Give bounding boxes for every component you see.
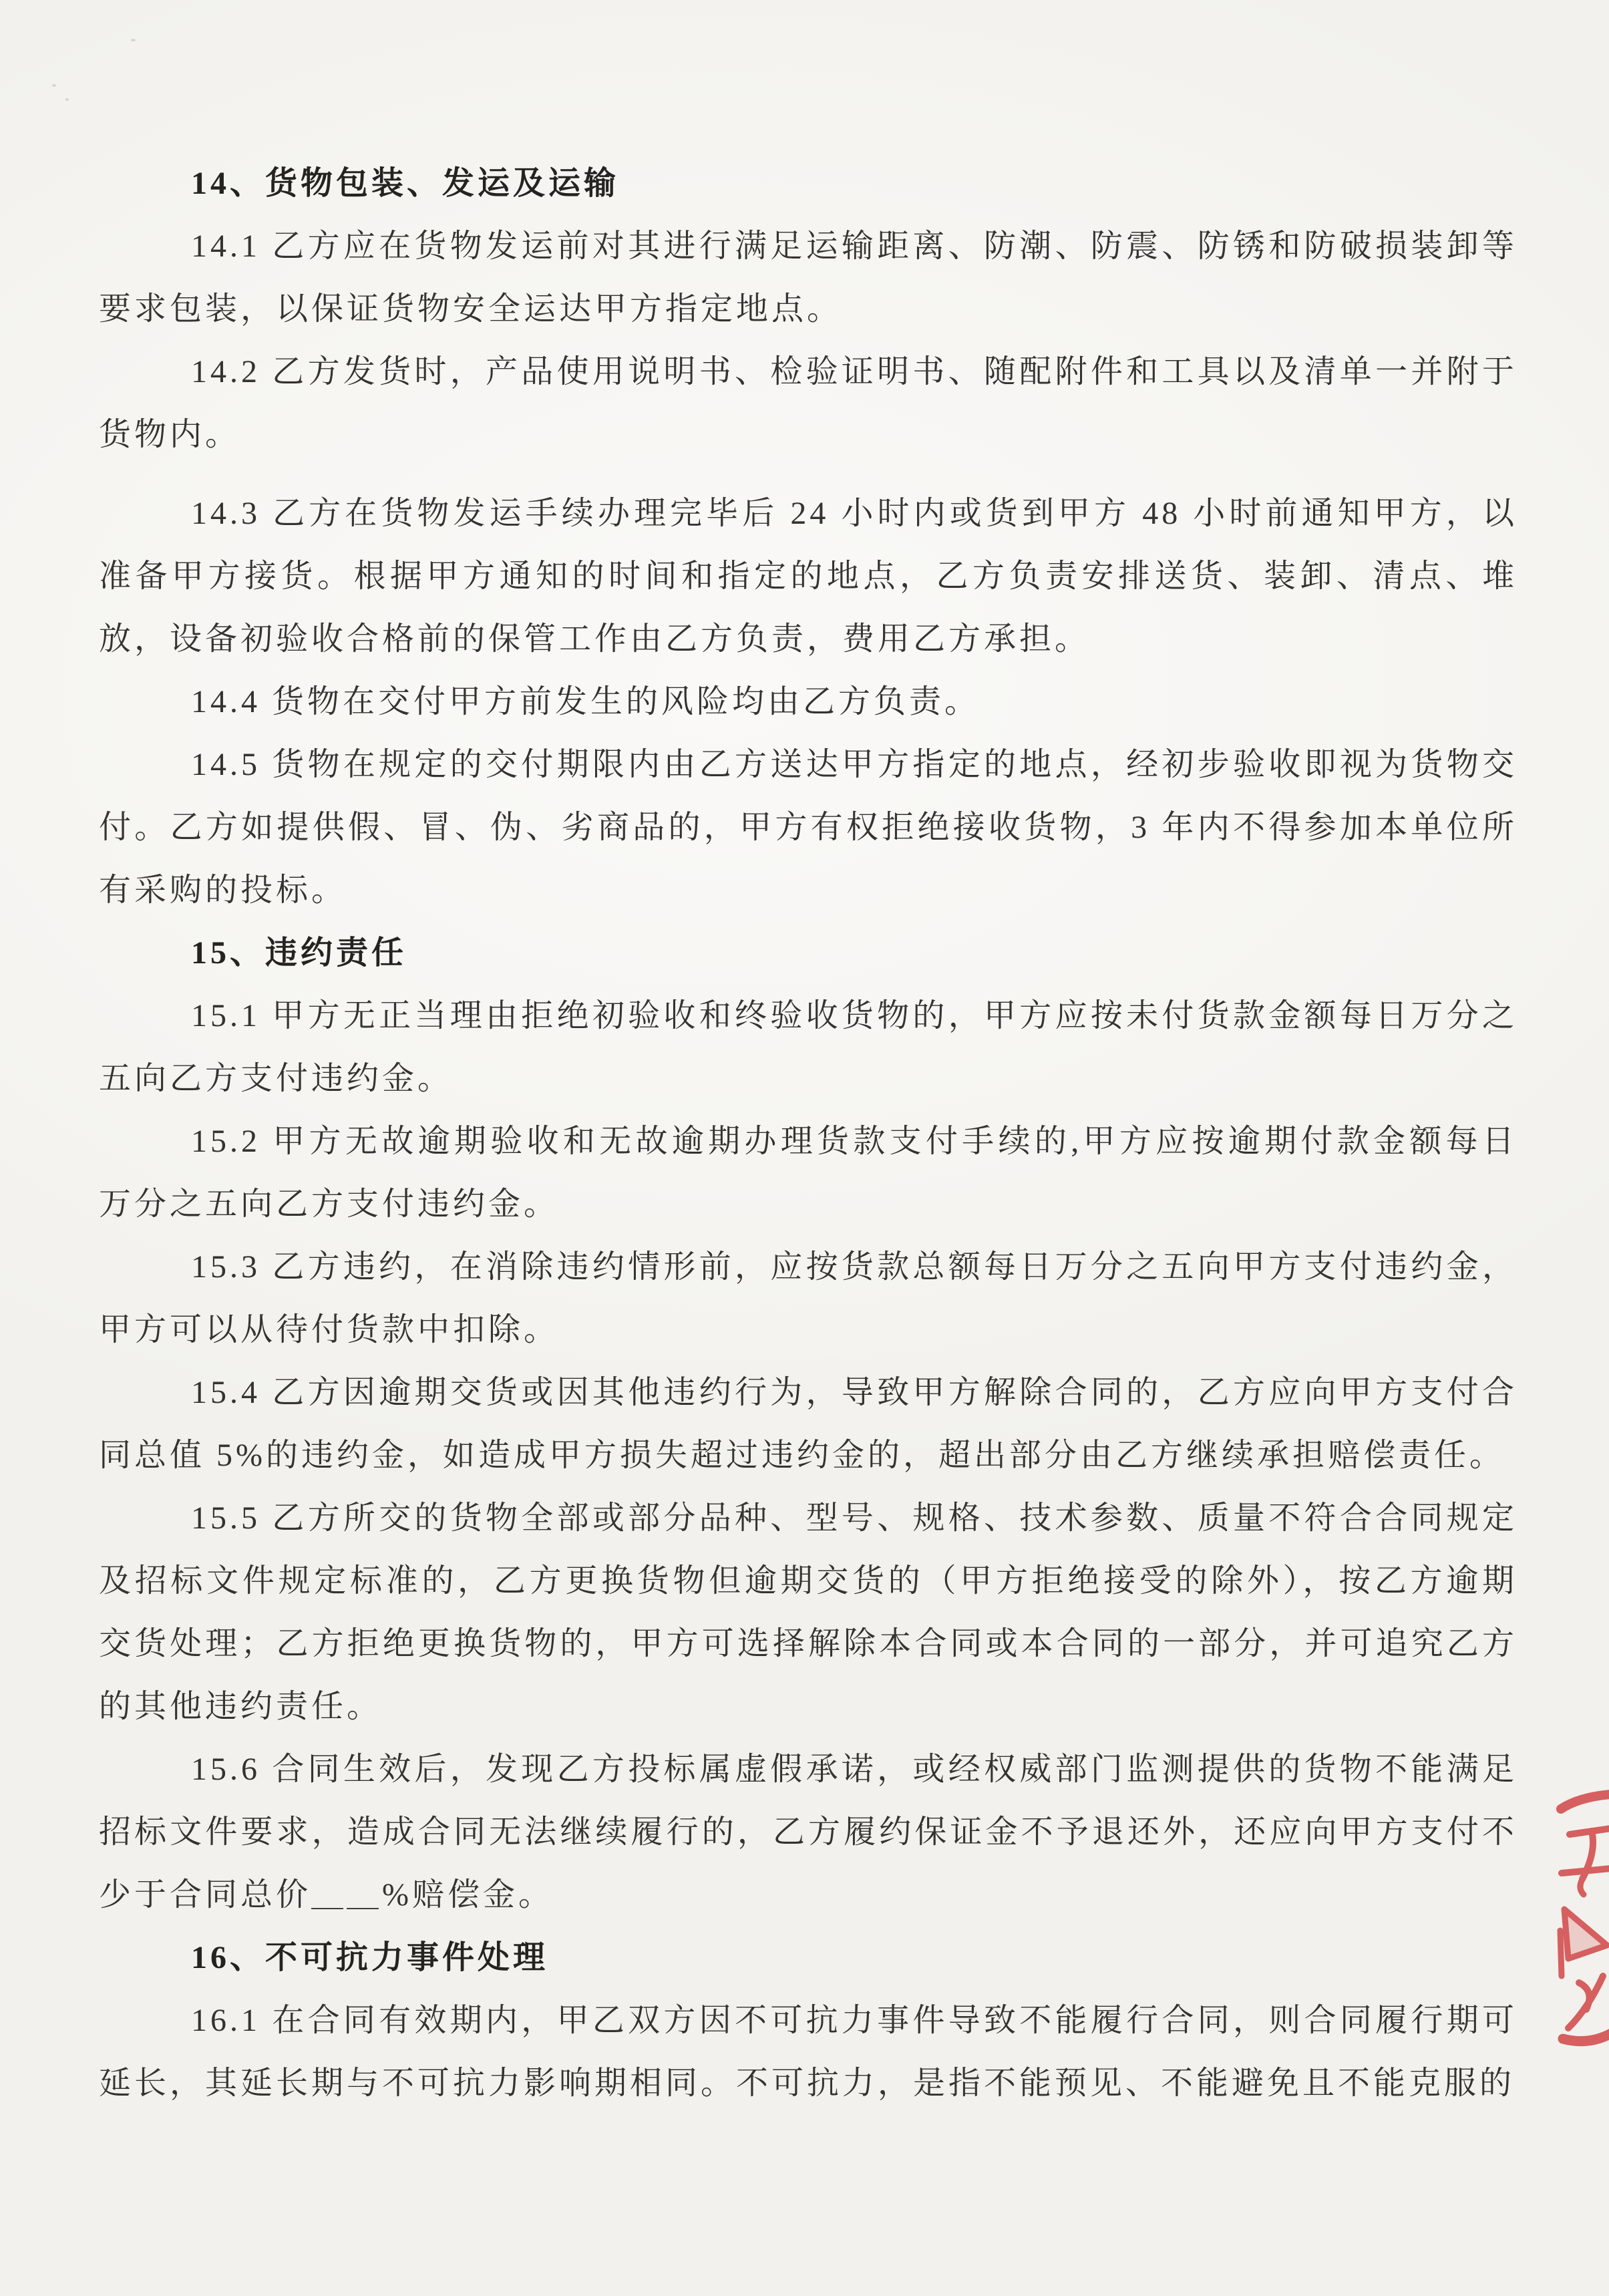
clause-14-2: 14.2 乙方发货时，产品使用说明书、检验证明书、随配附件和工具以及清单一并附于货物内。	[99, 354, 1517, 452]
section-14-heading: 14、货物包装、发运及运输	[191, 166, 620, 201]
clause-15-1: 15.1 甲方无正当理由拒绝初验收和终验收货物的，甲方应按未付货款金额每日万分之五向乙方支付违约金。	[99, 998, 1517, 1096]
scan-speck	[52, 84, 56, 87]
section-15-heading: 15、违约责任	[191, 935, 407, 971]
clause-15-4: 15.4 乙方因逾期交货或因其他违约行为，导致甲方解除合同的，乙方应向甲方支付合同总值 5%的违约金，如造成甲方损失超过违约金的，超出部分由乙方继续承担赔偿责任。	[99, 1375, 1517, 1473]
clause-15-3: 15.3 乙方违约，在消除违约情形前，应按货款总额每日万分之五向甲方支付违约金，甲方可以从待付货款中扣除。	[99, 1249, 1517, 1347]
clause-15-6: 15.6 合同生效后，发现乙方投标属虚假承诺，或经权威部门监测提供的货物不能满足招标文件要求，造成合同无法继续履行的，乙方履约保证金不予退还外，还应向甲方支付不少于合同总价＿＿%赔偿金。	[99, 1752, 1517, 1913]
clause-15-2: 15.2 甲方无故逾期验收和无故逾期办理货款支付手续的,甲方应按逾期付款金额每日万分之五向乙方支付违约金。	[99, 1124, 1517, 1222]
clause-14-5: 14.5 货物在规定的交付期限内由乙方送达甲方指定的地点，经初步验收即视为货物交付。乙方如提供假、冒、伪、劣商品的，甲方有权拒绝接收货物，3 年内不得参加本单位所有采购的投标。	[99, 747, 1517, 908]
section-16-heading: 16、不可抗力事件处理	[191, 1940, 549, 1975]
scan-speck	[131, 39, 136, 41]
red-ink-annotation	[1524, 1774, 1609, 2062]
clause-14-3: 14.3 乙方在货物发运手续办理完毕后 24 小时内或货到甲方 48 小时前通知甲方，以准备甲方接货。根据甲方通知的时间和指定的地点，乙方负责安排送货、装卸、清点、堆放，设备初验收合格前的保管工作由乙方负责，费用乙方承担。	[99, 496, 1517, 657]
clause-14-4: 14.4 货物在交付甲方前发生的风险均由乙方负责。	[191, 684, 980, 719]
clause-16-1: 16.1 在合同有效期内，甲乙双方因不可抗力事件导致不能履行合同，则合同履行期可延长，其延长期与不可抗力影响期相同。不可抗力，是指不能预见、不能避免且不能克服的	[99, 2003, 1517, 2101]
clause-14-1: 14.1 乙方应在货物发运前对其进行满足运输距离、防潮、防震、防锈和防破损装卸等要求包装，以保证货物安全运达甲方指定地点。	[99, 228, 1517, 327]
clause-15-5: 15.5 乙方所交的货物全部或部分品种、型号、规格、技术参数、质量不符合合同规定及招标文件规定标准的，乙方更换货物但逾期交货的（甲方拒绝接受的除外），按乙方逾期交货处理；乙方拒绝更换货物的，甲方可选择解除本合同或本合同的一部分，并可追究乙方的其他违约责任。	[99, 1500, 1517, 1724]
scan-speck	[65, 98, 69, 101]
contract-body	[99, 152, 1517, 2115]
